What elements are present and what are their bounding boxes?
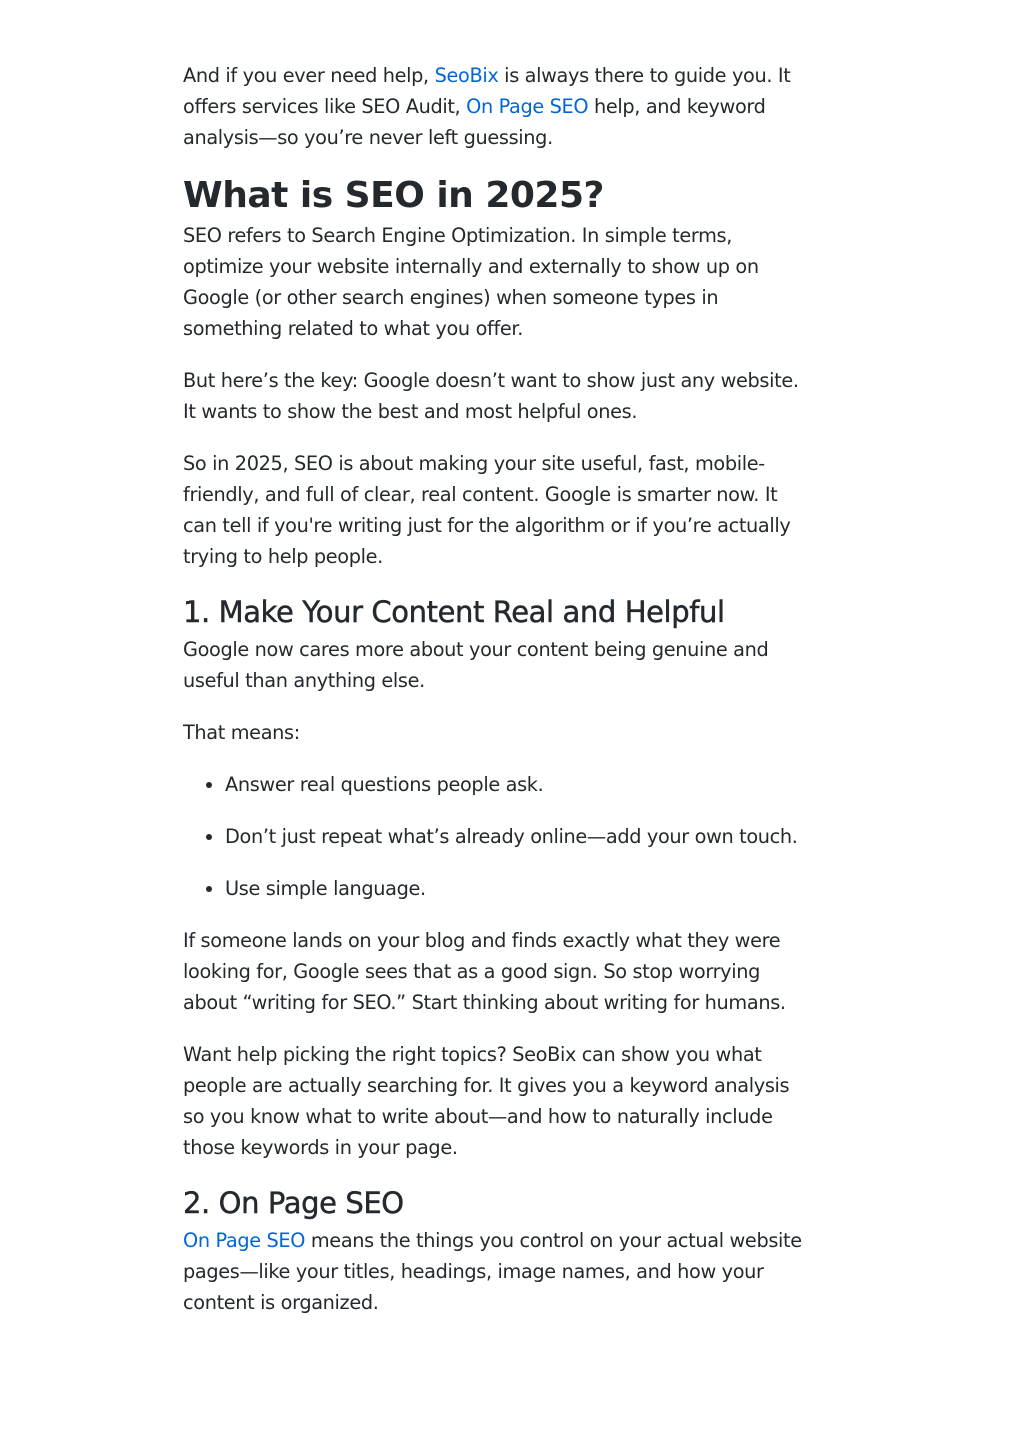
heading-what-is-seo: What is SEO in 2025?: [183, 175, 604, 216]
paragraph: Want help picking the right topics? SeoBix can show you what people are actually searching for. It gives you a keyword analysis so you know what to write about—and how to naturally include those keywords in your page.: [183, 1043, 790, 1159]
paragraph: That means:: [183, 721, 300, 744]
on-page-seo-link[interactable]: On Page SEO: [466, 95, 589, 118]
intro-text-3: help, and keyword analysis—so you’re never left guessing.: [183, 95, 766, 149]
list-item: • Use simple language.: [225, 873, 808, 904]
intro-text-1: And if you ever need help,: [183, 64, 435, 87]
heading-make-content-real: 1. Make Your Content Real and Helpful: [183, 595, 725, 629]
on-page-seo-text: means the things you control on your actual website pages—like your titles, headings, image names, and how your content is organized.: [183, 1229, 802, 1314]
intro-paragraph: [183, 60, 808, 153]
heading-on-page-seo: 2. On Page SEO: [183, 1186, 404, 1220]
paragraph: If someone lands on your blog and finds exactly what they were looking for, Google sees that as a good sign. So stop worrying about “writing for SEO.” Start thinking about writing for humans.: [183, 929, 786, 1014]
intro-text-2: is always there to guide you. It offers services like SEO Audit,: [183, 64, 791, 118]
paragraph: So in 2025, SEO is about making your site useful, fast, mobile-friendly, and full of clear, real content. Google is smarter now. It can tell if you're writing just for the algorithm or if you’re actually trying to help people.: [183, 452, 791, 568]
list-item: • Answer real questions people ask.: [225, 769, 808, 800]
list-item: • Don’t just repeat what’s already online—add your own touch.: [225, 821, 808, 852]
seobix-link[interactable]: SeoBix: [434, 64, 499, 87]
paragraph: But here’s the key: Google doesn’t want to show just any website. It wants to show the best and most helpful ones.: [183, 369, 799, 423]
paragraph: Google now cares more about your content being genuine and useful than anything else.: [183, 638, 769, 692]
article-body: [183, 60, 808, 1339]
paragraph: [183, 1225, 808, 1318]
bullet-list: [183, 769, 808, 904]
paragraph: SEO refers to Search Engine Optimization. In simple terms, optimize your website internally and externally to show up on Google (or other search engines) when someone types in something related to what you offer.: [183, 224, 759, 340]
on-page-seo-link[interactable]: On Page SEO: [183, 1229, 306, 1252]
